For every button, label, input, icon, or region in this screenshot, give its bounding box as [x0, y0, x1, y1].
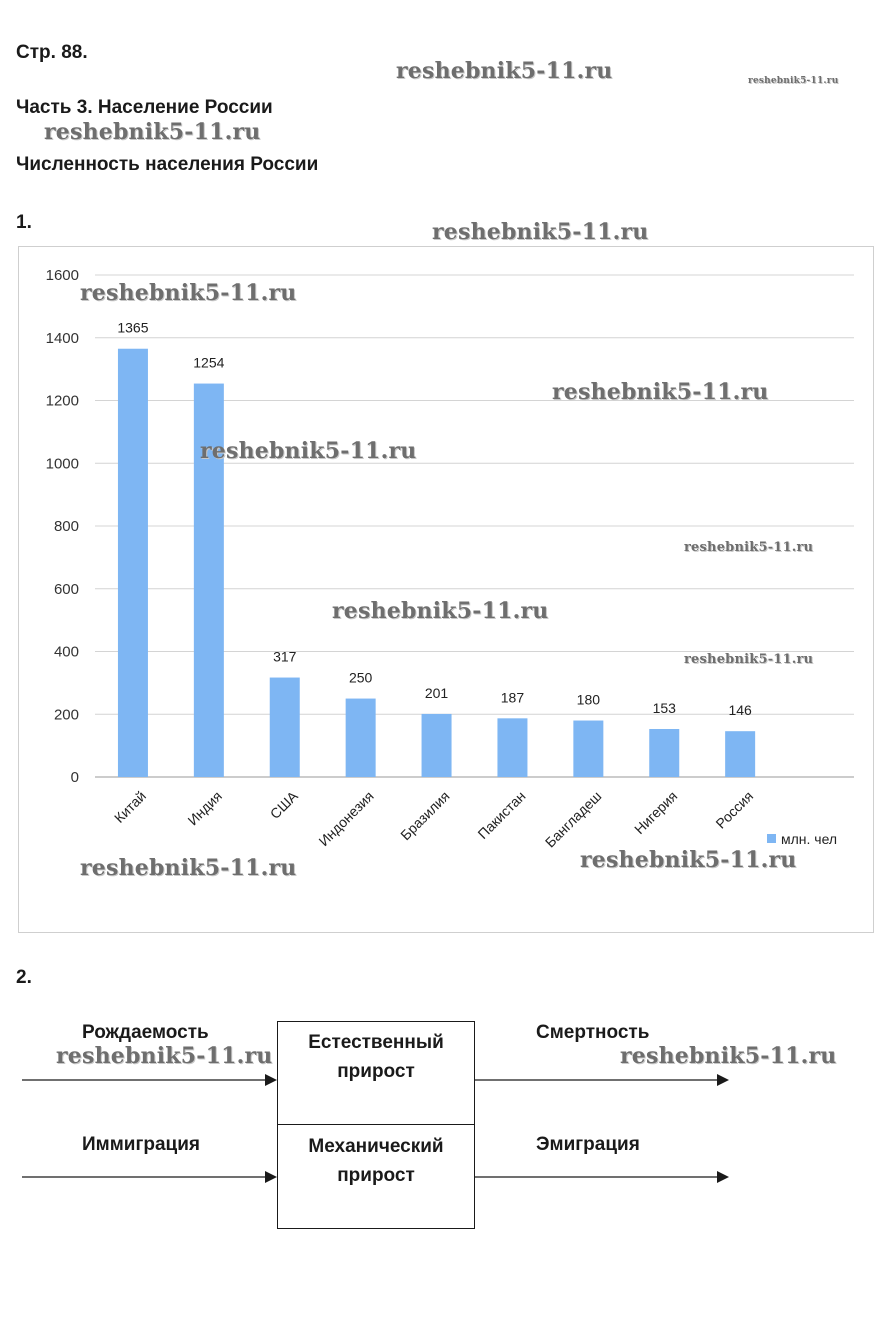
watermark: reshebnik5-11.ru — [748, 76, 839, 86]
watermark: reshebnik5-11.ru — [396, 58, 613, 84]
mechanical-growth-line-2: прирост — [337, 1165, 415, 1186]
section-title: Численность населения России — [16, 154, 319, 175]
data-label: 250 — [348, 669, 373, 686]
y-tick-label: 1600 — [45, 267, 79, 284]
watermark: reshebnik5-11.ru — [684, 540, 814, 555]
y-tick-label: 800 — [53, 518, 79, 535]
watermark: reshebnik5-11.ru — [580, 847, 797, 873]
arrow-birth-head — [265, 1074, 277, 1086]
data-label: 180 — [576, 691, 601, 708]
data-label: 1254 — [193, 354, 225, 371]
natural-growth-line-2: прирост — [337, 1061, 415, 1082]
y-tick-label: 1000 — [45, 455, 79, 473]
y-tick-label: 0 — [70, 769, 79, 786]
x-tick-label: Пакистан — [474, 787, 529, 842]
watermark: reshebnik5-11.ru — [200, 438, 417, 464]
label-mortality: Смертность — [536, 1022, 650, 1043]
x-tick-label: Индия — [184, 787, 225, 829]
y-tick-label: 1200 — [45, 392, 79, 410]
legend-label: млн. чел — [781, 831, 838, 847]
data-label: 153 — [652, 699, 676, 716]
x-tick-label: Бразилия — [397, 787, 453, 844]
y-tick-label: 200 — [53, 706, 79, 724]
label-immigration: Иммиграция — [82, 1134, 200, 1155]
y-tick-label: 400 — [53, 643, 79, 661]
watermark: reshebnik5-11.ru — [44, 119, 261, 145]
task-1-number: 1. — [16, 212, 32, 233]
watermark: reshebnik5-11.ru — [80, 280, 297, 306]
mechanical-growth-line-1: Механический — [308, 1136, 444, 1157]
watermark: reshebnik5-11.ru — [80, 855, 297, 881]
task-2-number: 2. — [16, 967, 32, 988]
natural-growth-line-1: Естественный — [308, 1032, 444, 1053]
data-label: 317 — [273, 648, 297, 665]
watermark: reshebnik5-11.ru — [552, 379, 769, 405]
watermark: reshebnik5-11.ru — [684, 652, 814, 667]
data-label: 187 — [500, 689, 525, 706]
x-tick-label: Бангладеш — [541, 787, 605, 851]
watermark: reshebnik5-11.ru — [332, 598, 549, 624]
x-tick-label: Россия — [712, 787, 757, 832]
arrow-mortality-head — [717, 1074, 729, 1086]
part-title: Часть 3. Население России — [16, 97, 273, 118]
data-label: 201 — [424, 684, 449, 701]
x-tick-label: Китай — [110, 787, 150, 826]
watermark: reshebnik5-11.ru — [620, 1043, 837, 1069]
y-tick-label: 1400 — [45, 329, 79, 347]
watermark: reshebnik5-11.ru — [56, 1043, 273, 1069]
arrow-immigration-head — [265, 1171, 277, 1183]
watermark: reshebnik5-11.ru — [432, 219, 649, 245]
label-emigration: Эмиграция — [536, 1134, 640, 1155]
y-tick-label: 600 — [53, 580, 79, 598]
data-label: 146 — [728, 702, 752, 719]
page-ref: Стр. 88. — [16, 42, 88, 63]
x-tick-label: Нигерия — [631, 787, 681, 838]
arrow-emigration-head — [717, 1171, 729, 1183]
data-label: 1365 — [117, 319, 149, 336]
x-tick-label: Индонезия — [315, 787, 377, 850]
x-tick-label: США — [266, 787, 301, 822]
label-birth-rate: Рождаемость — [82, 1022, 209, 1043]
